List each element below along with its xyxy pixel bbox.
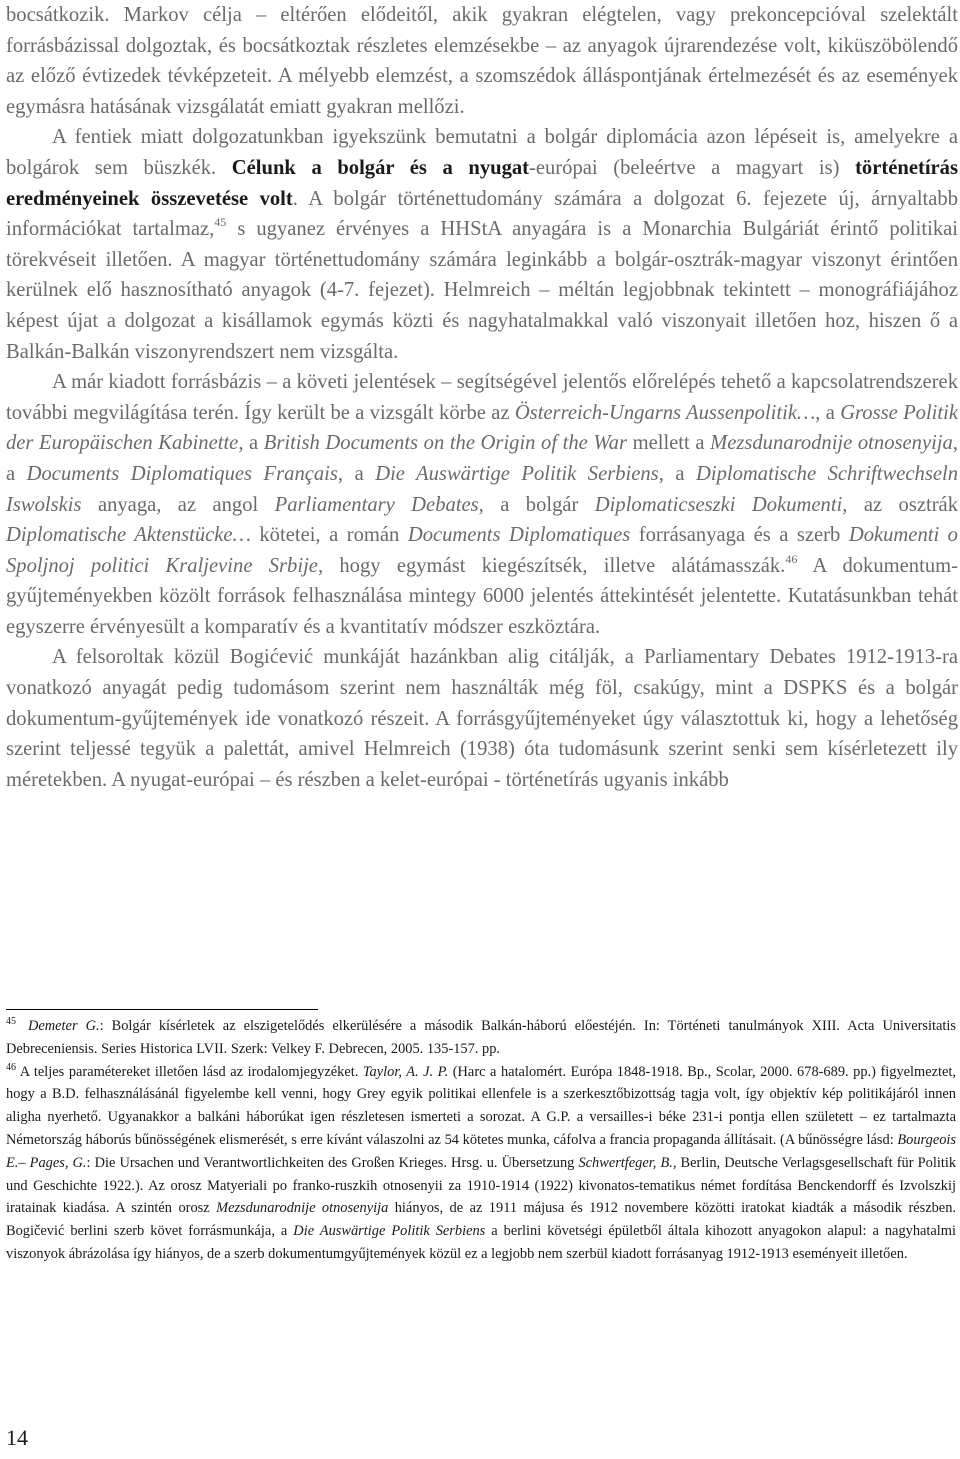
paragraph-2-bold-a: Célunk a bolgár és a nyugat <box>231 156 530 179</box>
title-dokumenti-srbije: Dokumenti o Spoljnoj politici Kraljevine Srbije <box>6 524 958 577</box>
paragraph-3-text-i: , a bolgár <box>478 493 595 516</box>
footnote-46-author-taylor: Taylor, A. J. P. <box>362 1063 449 1080</box>
footnote-ref-45[interactable]: 45 <box>214 215 227 230</box>
paragraph-3-text-l: forrásanyaga és a szerb <box>630 524 849 547</box>
footnote-46-title-die-auswartige: Die Auswärtige Politik Serbiens <box>293 1223 486 1240</box>
paragraph-2-text-c: -európai (beleértve a magyart is) <box>529 156 856 179</box>
footnote-46 <box>6 1061 956 1266</box>
paragraph-4-text: A felsoroltak közül Bogićević munkáját hazánkban alig citálják, a Parliamentary Debates 1912-1913-ra vonatkozó anyagát pedig tudomásom szerint nem használták még föl, csakúgy, mint a DSPKS és a bolgár dokumentum-gyűjtemények ide vonatkozó részeit. A forrásgyűjteményeket úgy választottuk ki, hogy a lehetőség szerint teljessé tegyük a palettát, amivel Helmreich (1938) óta tudomásunk szerint senki sem kísérletezett ily méretekben. A nyugat-európai – és részben a kelet-európai - történetírás ugyanis inkább <box>6 646 958 791</box>
footnote-46-number: 46 <box>6 1061 16 1073</box>
title-diplomaticseszki: Diplomaticseszki Dokumenti <box>594 493 843 516</box>
title-ouap: Österreich-Ungarns Aussenpolitik… <box>514 401 816 424</box>
footnote-separator <box>6 1009 318 1010</box>
footnotes <box>6 1015 956 1266</box>
footnote-46-text-d: , Berlin, Deutsche Verlagsgesellschaft für Politik und Geschichte 1922.). Az orosz Matyeriali po franko-ruszkih otnosenyii za 1910-1914 (1922) kivonatos-tematikus német fordítása Benckendorff és Izvolszkij iratainak kiadása. A szintén orosz <box>6 1154 957 1217</box>
title-parliamentary-debates: Parliamentary Debates <box>274 493 479 516</box>
paragraph-3 <box>6 367 958 642</box>
paragraph-4 <box>6 642 958 795</box>
paragraph-3-text-j: , az osztrák <box>842 493 958 516</box>
paragraph-2-bold-b: történetírás eredményeinek összevetése volt <box>6 156 958 210</box>
paragraph-2 <box>6 122 958 367</box>
paragraph-2-text-d: . A bolgár történettudomány számára a dolgozat 6. fejezete új, árnyaltabb információkat tartalmaz, <box>6 187 958 241</box>
page-body <box>6 0 958 795</box>
paragraph-3-text-c: , a <box>238 432 264 455</box>
title-mezsdunarodnije: Mezsdunarodnije otnosenyija <box>710 432 953 455</box>
title-iswolskis: Diplomatische Schriftwechseln Iswolskis <box>6 462 958 516</box>
paragraph-3-text-k: kötetei, a román <box>250 524 408 547</box>
title-aktenstucke: Diplomatische Aktenstücke… <box>6 524 251 547</box>
title-die-auswartige: Die Auswärtige Politik Serbiens <box>375 462 659 485</box>
page-number: 14 <box>6 1425 28 1450</box>
paragraph-3-text-a: A már kiadott forrásbázis – a követi jelentések – segítségével jelentős előrelépés tehető a kapcsolatrendszerek további megvilágítása terén. Így került be a vizsgált körbe az <box>6 371 958 424</box>
title-documents-diplomatiques: Documents Diplomatiques <box>407 524 631 547</box>
footnote-46-text-e: hiányos, de az 1911 májusa és 1912 novembere közötti iratokat kiadták a második részben. Bogičević berlini szerb követ forrásmunkája, a <box>6 1200 956 1240</box>
footnote-ref-46[interactable]: 46 <box>785 551 798 566</box>
footnote-46-text-c: : Die Ursachen und Verantwortlichkeiten des Großen Krieges. Hrsg. u. Übersetzung <box>86 1154 579 1171</box>
title-ddf: Documents Diplomatiques Français <box>26 462 338 485</box>
footnote-45-text: : Bolgár kísérletek az elszigetelődés elkerülésére a második Balkán-háború előestéjén. In: Történeti tanulmányok XIII. Acta Universitatis Debreceniensis. Series Historica LVII. Szerk: Velkey F. Debrecen, 2005. 135-157. pp. <box>6 1018 956 1057</box>
title-grosse-politik: Grosse Politik der Europäischen Kabinette <box>6 401 958 455</box>
paragraph-2-text-a: A fentiek miatt dolgozatunkban igyekszünk bemutatni a bolgár diplomácia azon lépéseit is, amelyekre a bolgárok sem büszkék. <box>6 126 958 179</box>
paragraph-3-text-g: , a <box>658 462 696 485</box>
main-text <box>6 0 958 795</box>
footnote-46-text-b: (Harc a hatalomért. Európa 1848-1918. Bp., Scolar, 2000. 678-689. pp.) figyelmeztet, hogy a B.D. felhasználásánál figyelembe kell venni, hogy Grey egyik politikai ellenfele is a szerkesztőbizottság tagja volt, így objektív kép politikájáról innen aligha nyerhető. Ugyanakkor a balkáni háborúkat igen részletesen ismerteti a sorozat. A G.P. a versailles-i béke 231-i pontja ellen született – ez tartalmazta Németország háborús bűnösségének elismerését, s erre kívánt válaszolni az 54 kötetes munka, cáfolva a francia propaganda állításait. (A bűnösségre lásd: <box>6 1063 957 1148</box>
footnote-45: $^{45}$ Demeter G.: Bolgár kísérletek az elszigetelődés elkerülésére a második Balkán-háború előestéjén. In: Történeti tanulmányok XIII. Acta Universitatis Debreceniensis. Series Historica LVII. Szerk: Velkey F. Debrecen, 2005. 135-157. pp. <box>6 1016 956 1057</box>
footnote-45-author: Demeter G. <box>28 1018 100 1034</box>
paragraph-3-text-e: , a <box>6 432 958 485</box>
paragraph-2-text-e: s ugyanez érvényes a HHStA anyagára is a Monarchia Bulgáriát érintő politikai törekvéseit illetően. A magyar történettudomány számára leginkább a bolgár-osztrák-magyar viszonyt érintően kerülnek elő hasznosítható anyagok (4-7. fejezet). Helmreich – méltán legjobbnak tekintett – monográfiájához képest újat a dolgozat a kisállamok egymás közti és nagyhatalmakkal való viszonyait illetően hoz, hiszen ő a Balkán-Balkán viszonyrendszert nem vizsgálta. <box>6 218 958 363</box>
footnote-46-title-mezsdunarodnije: Mezsdunarodnije otnosenyija <box>216 1200 389 1217</box>
title-british-documents: British Documents on the Origin of the War <box>263 432 627 455</box>
paragraph-3-text-b: , a <box>815 401 841 424</box>
paragraph-3-text-n: A dokumentum-gyűjteményekben közölt források felhasználása mintegy 6000 jelentés áttekintését jelentette. Kutatásunkban tehát egyszerre érvényesült a komparatív és a kvantitatív módszer eszköztára. <box>6 554 958 638</box>
paragraph-3-text-h: anyaga, az angol <box>81 493 275 516</box>
footnote-46-author-schwertfeger: Schwertfeger, B. <box>578 1154 673 1171</box>
paragraph-1-text: bocsátkozik. Markov célja – eltérően elődeitől, akik gyakran elégtelen, vagy prekoncepcióval szelektált forrásbázissal dolgoztak, és bocsátkoztak részletes elemzésekbe – az anyagok újrarendezése volt, kiküszöbölendő az előző évtizedek tévképzeteit. A mélyebb elemzést, a szomszédok álláspontjának értelmezését és az események egymásra hatásának vizsgálatát emiatt gyakran mellőzi. <box>6 4 958 118</box>
paragraph-3-text-f: , a <box>337 462 376 485</box>
paragraph-1 <box>6 0 958 122</box>
paragraph-3-text-d: mellett a <box>626 432 711 455</box>
footnote-46-text-a: A teljes paramétereket illetően lásd az irodalomjegyzéket. <box>19 1063 363 1080</box>
paragraph-3-text-m: , hogy egymást kiegészítsék, illetve alátámasszák. <box>317 554 786 577</box>
footnote-46-author-bourgeois: Bourgeois E.– Pages, G. <box>6 1131 956 1171</box>
footnote-46-text-f: a berlini követségi épületből általa kihozott anyagokon alapul: a nagyhatalmi viszonyok ábrázolása így hiányos, de a szerb dokumentumgyűjtemények közül ez a legjobb nem szerbül kiadott forrásanyag 1912-1913 eseményeit illetően. <box>6 1223 956 1262</box>
